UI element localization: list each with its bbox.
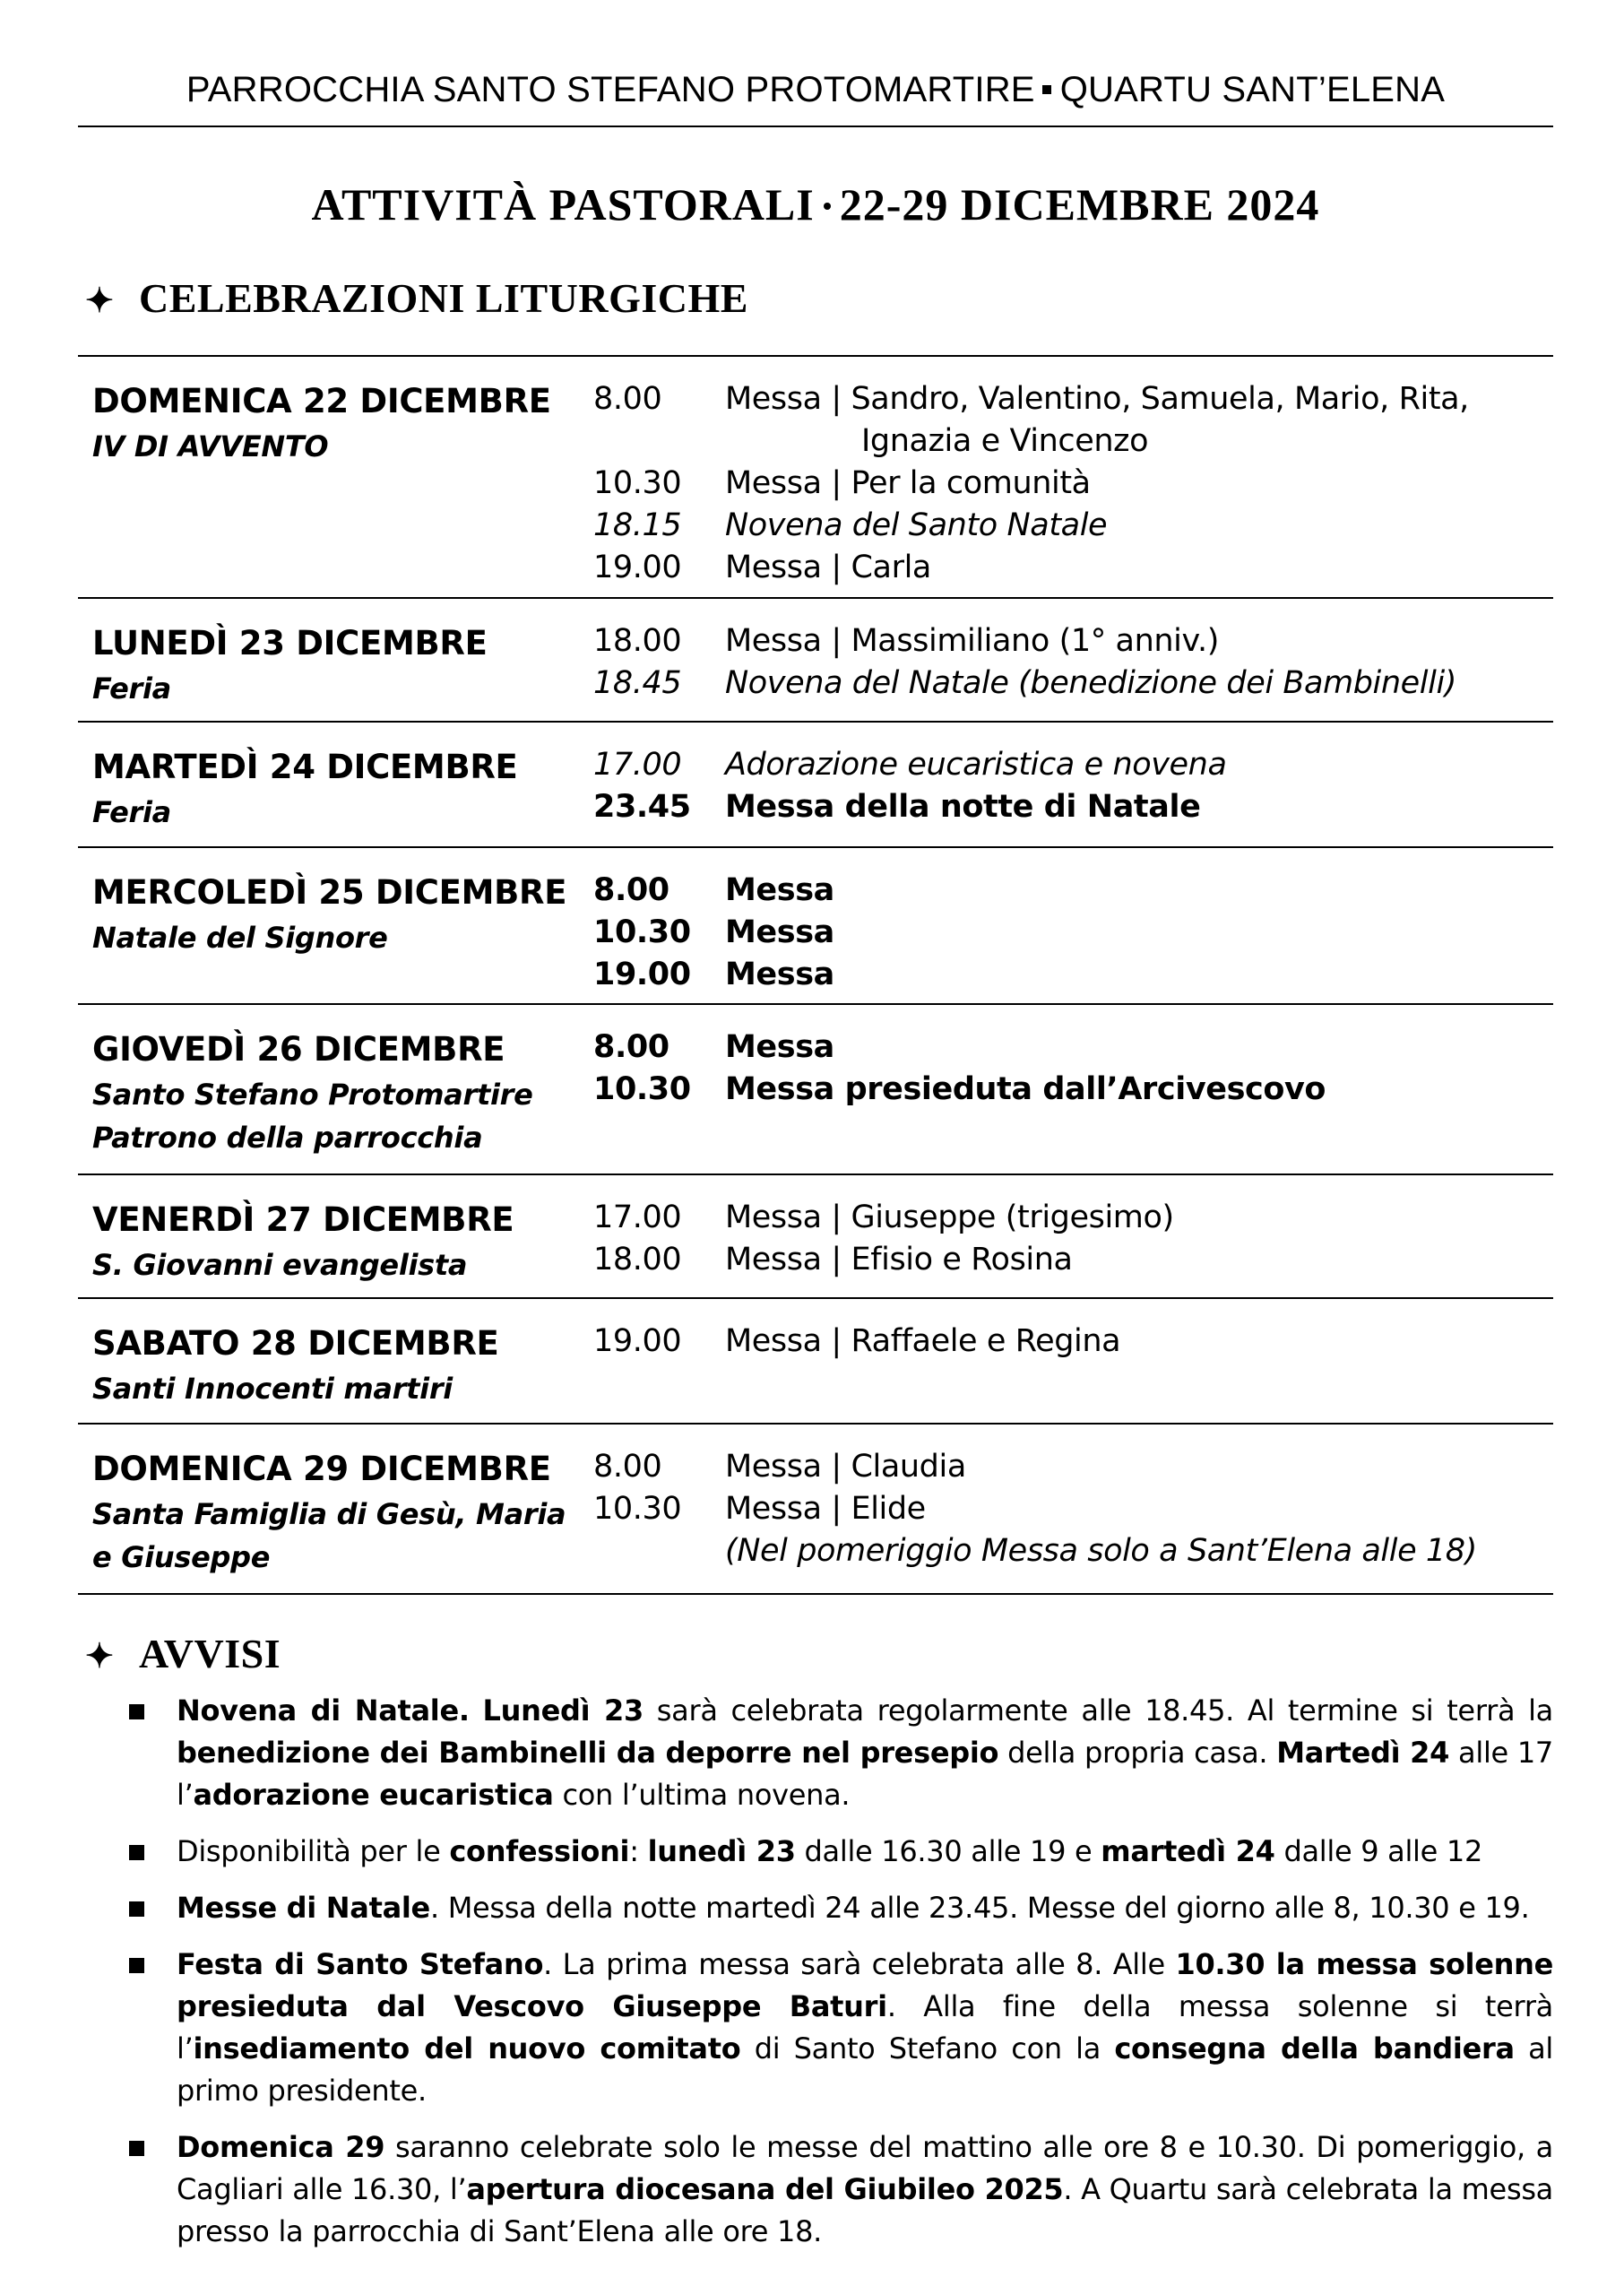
day-events <box>593 1197 1543 1281</box>
header-divider <box>78 126 1553 127</box>
event-item <box>593 1026 1543 1069</box>
event-description <box>725 1239 1541 1281</box>
liturgy-schedule <box>78 355 1553 1595</box>
notice-text: sarà celebrata regolarmente alle 18.45. Al termine si terrà la <box>644 1693 1553 1728</box>
bullet-square-icon <box>129 1901 144 1917</box>
event-time: 19.00 <box>593 1323 682 1359</box>
notice-emphasis: lunedì 23 <box>647 1834 796 1868</box>
day-name: MERCOLEDÌ 25 DICEMBRE <box>92 873 567 912</box>
notice-text: . Alla fine della messa solenne si terrà l’ <box>177 1989 1553 2066</box>
day-subtitle: Patrono della parrocchia <box>92 1121 483 1155</box>
notices-heading <box>85 1627 281 1684</box>
event-item <box>593 744 1543 786</box>
schedule-day-row <box>78 1175 1553 1299</box>
event-description-text: Messa | Efisio e Rosina <box>725 1242 1073 1277</box>
event-description-text: Messa | Claudia <box>725 1449 966 1485</box>
event-description-text: Messa | Giuseppe (trigesimo) <box>725 1199 1174 1235</box>
event-description-text: Messa <box>725 872 834 908</box>
event-time: 18.15 <box>593 507 682 543</box>
event-item <box>593 663 1543 705</box>
notice-emphasis: Lunedì 23 <box>482 1693 644 1728</box>
day-label <box>92 378 576 468</box>
event-description <box>725 378 1541 463</box>
event-description-text: Messa presieduta dall’Arcivescovo <box>725 1071 1326 1107</box>
day-label <box>92 620 576 710</box>
bullet-square-icon <box>129 1704 144 1719</box>
event-description <box>725 663 1541 705</box>
event-time: 18.00 <box>593 1242 682 1277</box>
day-events <box>593 620 1543 705</box>
event-description <box>725 1069 1541 1111</box>
bullet-square-icon <box>129 1845 144 1860</box>
event-item <box>593 1446 1543 1488</box>
notice-text: dalle 9 alle 12 <box>1274 1834 1483 1868</box>
separator-square-icon <box>1042 85 1051 94</box>
notice-emphasis: Messe di Natale <box>177 1891 430 1925</box>
notice-text: Disponibilità per le <box>177 1834 450 1868</box>
day-subtitle: IV DI AVVENTO <box>92 429 329 463</box>
notice-item <box>78 1887 1553 1929</box>
event-description <box>725 1026 1541 1069</box>
star-icon: ✦ <box>85 1638 115 1676</box>
title-activities: ATTIVITÀ PASTORALI <box>311 179 815 230</box>
day-subtitle: Natale del Signore <box>92 921 388 955</box>
event-description <box>725 912 1541 954</box>
event-item <box>593 870 1543 912</box>
event-description-text: Messa | Raffaele e Regina <box>725 1323 1121 1359</box>
bullet-square-icon <box>129 2141 144 2156</box>
day-subtitle: S. Giovanni evangelista <box>92 1248 468 1282</box>
day-subtitle: Feria <box>92 671 171 706</box>
notice-text: : <box>629 1834 648 1868</box>
notice-emphasis: insediamento del nuovo comitato <box>193 2031 741 2066</box>
celebrations-heading <box>85 272 748 328</box>
notice-text: dalle 16.30 alle 19 e <box>795 1834 1101 1868</box>
day-events <box>593 1026 1543 1111</box>
event-time: 17.00 <box>593 1199 682 1235</box>
event-time: 10.30 <box>593 914 691 950</box>
day-events <box>593 1321 1543 1363</box>
schedule-day-row <box>78 599 1553 723</box>
schedule-day-row <box>78 723 1553 848</box>
event-description-text: Messa <box>725 914 834 950</box>
event-time: 8.00 <box>593 1449 662 1485</box>
event-description <box>725 1530 1541 1572</box>
day-name: DOMENICA 22 DICEMBRE <box>92 382 551 420</box>
day-name: DOMENICA 29 DICEMBRE <box>92 1450 551 1488</box>
schedule-day-row <box>78 1425 1553 1595</box>
notice-emphasis: 10.30 la messa solenne presieduta dal Vescovo Giuseppe Baturi <box>177 1947 1553 2023</box>
event-description <box>725 744 1541 786</box>
notice-item <box>78 1690 1553 1816</box>
day-subtitle: Feria <box>92 795 171 829</box>
event-time: 18.45 <box>593 665 682 701</box>
day-label <box>92 870 576 959</box>
event-description <box>725 1197 1541 1239</box>
event-description <box>725 463 1541 505</box>
day-label <box>92 1026 576 1159</box>
schedule-day-row <box>78 1005 1553 1175</box>
event-item <box>593 378 1543 463</box>
notices-list <box>78 1690 1553 2267</box>
title-dot-icon <box>824 203 831 210</box>
event-item <box>593 1197 1543 1239</box>
day-subtitle: Santa Famiglia di Gesù, Maria <box>92 1497 566 1531</box>
event-description-text: Novena del Natale (benedizione dei Bambinelli) <box>725 665 1457 701</box>
day-subtitle: Santo Stefano Protomartire <box>92 1078 533 1112</box>
event-item <box>593 505 1543 547</box>
notice-text <box>470 1693 483 1728</box>
event-description-text: Messa | Elide <box>725 1491 926 1527</box>
day-name: GIOVEDÌ 26 DICEMBRE <box>92 1030 505 1069</box>
day-label <box>92 1446 576 1579</box>
event-description-text: Messa | Carla <box>725 550 931 585</box>
event-time: 8.00 <box>593 1029 669 1065</box>
notice-emphasis: Domenica 29 <box>177 2130 385 2164</box>
event-description <box>725 870 1541 912</box>
notice-emphasis: apertura diocesana del Giubileo 2025 <box>466 2172 1064 2206</box>
notice-text: della propria casa. <box>998 1736 1277 1770</box>
notice-text: . Messa della notte martedì 24 alle 23.45. Messe del giorno alle 8, 10.30 e 19. <box>429 1891 1530 1925</box>
event-description <box>725 1446 1541 1488</box>
schedule-day-row <box>78 848 1553 1005</box>
event-item <box>593 547 1543 589</box>
day-label <box>92 744 576 834</box>
event-time: 8.00 <box>593 872 669 908</box>
notice-emphasis: benedizione dei Bambinelli da deporre nel presepio <box>177 1736 999 1770</box>
day-name: MARTEDÌ 24 DICEMBRE <box>92 748 518 786</box>
event-time: 19.00 <box>593 957 691 992</box>
event-item <box>593 1488 1543 1530</box>
notice-text: di Santo Stefano con la <box>740 2031 1115 2066</box>
day-events <box>593 1446 1543 1572</box>
event-description-text: Messa <box>725 957 834 992</box>
parish-name: PARROCCHIA SANTO STEFANO PROTOMARTIRE <box>186 70 1035 109</box>
event-description <box>725 620 1541 663</box>
day-events <box>593 378 1543 589</box>
event-time: 10.30 <box>593 1071 691 1107</box>
event-time: 17.00 <box>593 747 682 783</box>
notice-text: . A Quartu sarà celebrata la messa presso la parrocchia di Sant’Elena alle ore 18. <box>177 2172 1553 2248</box>
notice-emphasis: Martedì 24 <box>1276 1736 1450 1770</box>
event-description-text: Messa <box>725 1029 834 1065</box>
notice-text: al primo presidente. <box>177 2031 1553 2108</box>
day-name: LUNEDÌ 23 DICEMBRE <box>92 624 488 663</box>
event-description-continued: Ignazia e Vincenzo <box>861 423 1149 459</box>
notice-item <box>78 1831 1553 1873</box>
event-item <box>593 954 1543 996</box>
event-time: 10.30 <box>593 1491 682 1527</box>
event-description-text: Messa | Massimiliano (1° anniv.) <box>725 623 1220 659</box>
notice-item <box>78 2126 1553 2253</box>
day-label <box>92 1321 576 1410</box>
event-time: 19.00 <box>593 550 682 585</box>
event-time: 18.00 <box>593 623 682 659</box>
event-item <box>593 463 1543 505</box>
event-item <box>593 1069 1543 1111</box>
schedule-day-row <box>78 1299 1553 1425</box>
day-subtitle: Santi Innocenti martiri <box>92 1372 453 1406</box>
notices-heading-text: AVVISI <box>139 1631 281 1676</box>
event-description <box>725 505 1541 547</box>
notice-emphasis: Festa di Santo Stefano <box>177 1947 544 1981</box>
event-time: 10.30 <box>593 465 682 501</box>
event-description-text: Messa | Per la comunità <box>725 465 1091 501</box>
event-time: 8.00 <box>593 381 662 417</box>
event-description-text: Novena del Santo Natale <box>725 507 1108 543</box>
event-description-text: Messa | Sandro, Valentino, Samuela, Mario, Rita, <box>725 381 1469 417</box>
notice-text: saranno celebrate solo le messe del mattino alle ore 8 e 10.30. Di pomeriggio, a Cagliari alle 16.30, l’ <box>177 2130 1553 2206</box>
day-label <box>92 1197 576 1286</box>
parish-town: QUARTU SANT’ELENA <box>1059 70 1446 109</box>
celebrations-heading-text: CELEBRAZIONI LITURGICHE <box>139 275 748 321</box>
event-time: 23.45 <box>593 789 691 825</box>
notice-emphasis: adorazione eucaristica <box>193 1778 554 1812</box>
notice-text: con l’ultima novena. <box>553 1778 851 1812</box>
page-title <box>78 173 1553 236</box>
event-description <box>725 786 1541 828</box>
day-subtitle: e Giuseppe <box>92 1540 271 1574</box>
title-dates: 22-29 DICEMBRE 2024 <box>839 179 1320 230</box>
notice-emphasis: consegna della bandiera <box>1114 2031 1515 2066</box>
bullet-square-icon <box>129 1958 144 1973</box>
event-item <box>593 1321 1543 1363</box>
notice-emphasis: martedì 24 <box>1101 1834 1275 1868</box>
notice-item <box>78 1944 1553 2112</box>
notice-emphasis: confessioni <box>449 1834 630 1868</box>
notice-text: alle 17 l’ <box>177 1736 1553 1812</box>
notice-text: . La prima messa sarà celebrata alle 8. Alle <box>543 1947 1176 1981</box>
day-name: VENERDÌ 27 DICEMBRE <box>92 1200 514 1239</box>
day-name: SABATO 28 DICEMBRE <box>92 1324 499 1363</box>
parish-header <box>78 63 1553 117</box>
schedule-day-row <box>78 357 1553 599</box>
event-item <box>593 1239 1543 1281</box>
event-description <box>725 954 1541 996</box>
day-events <box>593 870 1543 996</box>
event-description <box>725 1488 1541 1530</box>
notice-emphasis: Novena di Natale. <box>177 1693 470 1728</box>
event-item <box>593 1530 1543 1572</box>
event-description <box>725 547 1541 589</box>
event-description-text: (Nel pomeriggio Messa solo a Sant’Elena alle 18) <box>725 1533 1477 1569</box>
event-item <box>593 912 1543 954</box>
day-events <box>593 744 1543 828</box>
event-description <box>725 1321 1541 1363</box>
event-item <box>593 786 1543 828</box>
event-description-text: Adorazione eucaristica e novena <box>725 747 1227 783</box>
event-item <box>593 620 1543 663</box>
star-icon: ✦ <box>85 282 115 320</box>
event-description-text: Messa della notte di Natale <box>725 789 1201 825</box>
